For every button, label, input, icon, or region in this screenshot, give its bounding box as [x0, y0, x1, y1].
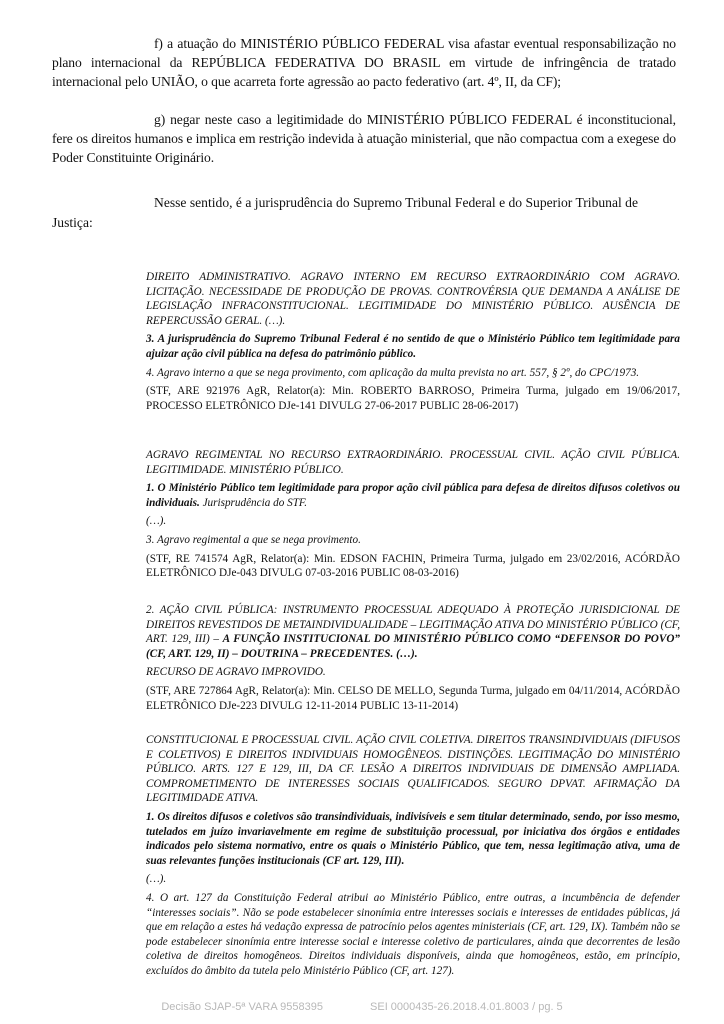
- citation-4: [146, 733, 680, 983]
- citation-reference: (STF, RE 741574 AgR, Relator(a): Min. EDSON FACHIN, Primeira Turma, julgado em 23/02/2016, ACÓRDÃO ELETRÔNICO DJe-043 DIVULG 07-03-2016 PUBLIC 08-03-2016): [146, 552, 680, 580]
- footer-decision-id: Decisão SJAP-5ª VARA 9558395: [161, 1001, 323, 1013]
- citation-ementa: 2. AÇÃO CIVIL PÚBLICA: INSTRUMENTO PROCESSUAL ADEQUADO À PROTEÇÃO JURISDICIONAL DE DIREITOS REVESTIDOS DE METAINDIVIDUALIDADE – LEGITIMAÇÃO ATIVA DO MINISTÉRIO PÚBLICO (CF, ART. 129, III) –: [146, 604, 680, 646]
- citation-ementa: AGRAVO REGIMENTAL NO RECURSO EXTRAORDINÁRIO. PROCESSUAL CIVIL. AÇÃO CIVIL PÚBLICA. LEGITIMIDADE. MINISTÉRIO PÚBLICO.: [146, 449, 680, 476]
- paragraph-nesse: Nesse sentido, é a jurisprudência do Supremo Tribunal Federal e do Superior Tribunal de: [154, 195, 639, 210]
- citation-ellipsis: (…).: [146, 515, 167, 528]
- citation-ementa: DIREITO ADMINISTRATIVO. AGRAVO INTERNO EM RECURSO EXTRAORDINÁRIO COM AGRAVO. LICITAÇÃO. NECESSIDADE DE PRODUÇÃO DE PROVAS. CONTROVÉRSIA QUE DEMANDA A ANÁLISE DE LEGISLAÇÃO INFRACONSTITUCIONAL. LEGITIMIDADE DO MINISTÉRIO PÚBLICO. AUSÊNCIA DE REPERCUSSÃO GERAL. (…).: [146, 271, 680, 327]
- citation-ellipsis: (…).: [146, 873, 167, 886]
- paragraph-f: f) a atuação do MINISTÉRIO PÚBLICO FEDERAL visa afastar eventual responsabilização no plano internacional da REPÚBLICA FEDERATIVA DO BRASIL em virtude de infringência de tratado internacional pelo UNIÃO, o que acarreta forte agressão ao pacto federativo (art. 4º, II, da CF);: [52, 36, 676, 89]
- citation-1: [146, 270, 680, 417]
- citation-item: 4. O art. 127 da Constituição Federal atribui ao Ministério Público, entre outras, a incumbência de defender “interesses sociais”. Não se pode estabelecer sinonímia entre interesses sociais e interesses de entidades públicas, já que em relação a estes há vedação expressa de patrocínio pelos agentes ministeriais (CF, art. 129, IX). Também não se pode estabelecer sinonímia entre interesse social e interesse coletivo de particulares, ainda que decorrentes de lesão coletiva de direitos homogêneos. Direitos individuais disponíveis, ainda que homogêneos, estão, em princípio, excluídos do âmbito da tutela pelo Ministério Público (CF, art. 127).: [146, 891, 680, 977]
- footer-sei-page: SEI 0000435-26.2018.4.01.8003 / pg. 5: [370, 1001, 563, 1013]
- citation-3: [146, 603, 680, 717]
- paragraph-g: g) negar neste caso a legitimidade do MINISTÉRIO PÚBLICO FEDERAL é inconstitucional, fere os direitos humanos e implica em restrição indevida à atuação ministerial, que não compactua com a exegese do Poder Constituinte Originário.: [52, 112, 676, 165]
- citation-holding: 3. A jurisprudência do Supremo Tribunal Federal é no sentido de que o Ministério Público tem legitimidade para ajuizar ação civil pública na defesa do patrimônio público.: [146, 333, 680, 360]
- citation-holding: 1. Os direitos difusos e coletivos são transindividuais, indivisíveis e sem titular determinado, sendo, por isso mesmo, tutelados em juízo invariavelmente em regime de substituição processual, por iniciativa dos órgãos e entidades indicados pelo sistema normativo, entre os quais o Ministério Público, que tem, nessa legitimação ativa, uma de suas relevantes funções institucionais (CF art. 129, III).: [146, 810, 680, 867]
- citation-reference: (STF, ARE 727864 AgR, Relator(a): Min. CELSO DE MELLO, Segunda Turma, julgado em 04/11/2014, ACÓRDÃO ELETRÔNICO DJe-223 DIVULG 12-11-2014 PUBLIC 13-11-2014): [146, 684, 680, 712]
- page-footer: [0, 1001, 724, 1013]
- citation-reference: (STF, ARE 921976 AgR, Relator(a): Min. ROBERTO BARROSO, Primeira Turma, julgado em 19/06/2017, PROCESSO ELETRÔNICO DJe-141 DIVULG 27-06-2017 PUBLIC 28-06-2017): [146, 385, 680, 412]
- citation-ementa-bold: A FUNÇÃO INSTITUCIONAL DO MINISTÉRIO PÚBLICO COMO “DEFENSOR DO POVO” (CF, ART. 129, II) – DOUTRINA – PRECEDENTES. (…).: [146, 633, 680, 660]
- citation-holding: 1. O Ministério Público tem legitimidade para propor ação civil pública para defesa de direitos difusos coletivos ou individuais.: [146, 482, 680, 509]
- citation-2: [146, 448, 680, 585]
- paragraph-justica: Justiça:: [52, 215, 93, 230]
- citation-item: RECURSO DE AGRAVO IMPROVIDO.: [146, 666, 326, 679]
- citation-holding-tail: Jurisprudência do STF.: [199, 496, 308, 509]
- citation-ementa: CONSTITUCIONAL E PROCESSUAL CIVIL. AÇÃO CIVIL COLETIVA. DIREITOS TRANSINDIVIDUAIS (DIFUSOS E COLETIVOS) E DIREITOS INDIVIDUAIS HOMOGÊNEOS. DISTINÇÕES. LEGITIMAÇÃO DO MINISTÉRIO PÚBLICO. ARTS. 127 E 129, III, DA CF. LESÃO A DIREITOS INDIVIDUAIS DE DIMENSÃO AMPLIADA. COMPROMETIMENTO DE INTERESSES SOCIAIS QUALIFICADOS. SEGURO DPVAT. AFIRMAÇÃO DA LEGITIMIDADE ATIVA.: [146, 734, 680, 805]
- citation-item: 4. Agravo interno a que se nega provimento, com aplicação da multa prevista no art. 557, § 2º, do CPC/1973.: [146, 366, 640, 379]
- citation-item: 3. Agravo regimental a que se nega provimento.: [146, 533, 361, 546]
